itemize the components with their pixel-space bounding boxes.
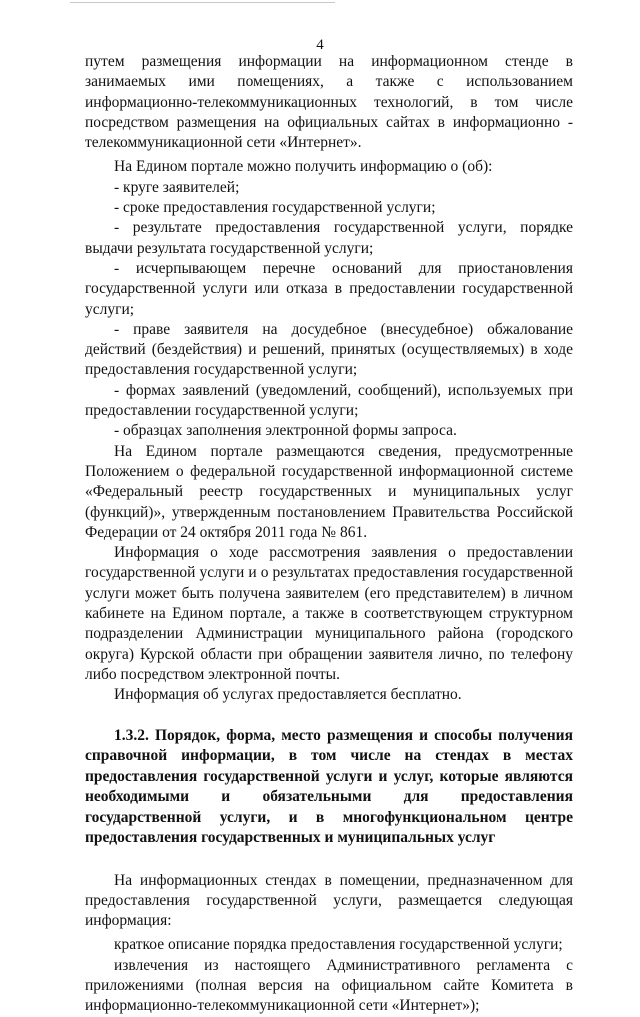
document-body bbox=[85, 52, 573, 1017]
list-item-applicants: - круге заявителей; bbox=[114, 178, 240, 196]
list-item-grounds: - исчерпывающем перечне оснований для приостановления государственной услуги или отказа в предоставлении государственной услуги; bbox=[85, 259, 573, 318]
list-item-result: - результате предоставления государственной услуги, порядке выдачи результата государственной услуги; bbox=[85, 219, 573, 257]
paragraph-info-stands: На информационных стендах в помещении, предназначенном для предоставления государственной услуги, размещается следующая информация: bbox=[85, 871, 573, 930]
paragraph-brief-description: краткое описание порядка предоставления государственной услуги; bbox=[114, 936, 563, 954]
top-scan-rule bbox=[70, 2, 335, 3]
paragraph-federal-registry: На Едином портале размещаются сведения, предусмотренные Положением о федеральной государственной информационной системе «Федеральный реестр государственных и муниципальных услуг (функций)», утвержденным постановлением Правительства Российской Федерации от 24 октября 2011 года № 861. bbox=[85, 442, 573, 541]
list-item-application-forms: - формах заявлений (уведомлений, сообщений), используемых при предоставлении государственной услуги; bbox=[85, 381, 573, 420]
paragraph-application-status: Информация о ходе рассмотрения заявления о предоставлении государственной услуги и о результатах предоставления государственной услуги может быть получена заявителем (его представителем) в личном кабинете на Едином портале, а также в соответствующем структурном подразделении Администрации муниципального района (городского округа) Курской области при обращении заявителя лично, по телефону либо посредством электронной почты. bbox=[85, 544, 573, 683]
paragraph-portal-info-intro: На Едином портале можно получить информацию о (об): bbox=[114, 158, 493, 176]
paragraph-placement-methods: путем размещения информации на информационном стенде в занимаемых ими помещениях, а также с использованием информационно-телекоммуникационных технологий, в том числе посредством размещения на официальных сайтах в информационно - телекоммуникационной сети «Интернет». bbox=[85, 53, 573, 152]
list-item-form-samples: - образцах заполнения электронной формы запроса. bbox=[114, 422, 457, 440]
list-item-appeal-rights: - праве заявителя на досудебное (внесудебное) обжалование действий (бездействия) и решений, принятых (осуществляемых) в ходе предоставления государственной услуги; bbox=[85, 320, 573, 379]
paragraph-free-of-charge: Информация об услугах предоставляется бесплатно. bbox=[114, 686, 462, 704]
list-item-deadline: - сроке предоставления государственной услуги; bbox=[114, 199, 436, 217]
page-number: 4 bbox=[316, 37, 324, 53]
paragraph-regulation-extracts: извлечения из настоящего Административного регламента с приложениями (полная версия на официальном сайте Комитета в информационно-телекоммуникационной сети «Интернет»); bbox=[85, 956, 573, 1015]
section-heading-1-3-2: 1.3.2. Порядок, форма, место размещения и способы получения справочной информации, в том числе на стендах в местах предоставления государственной услуги и услуг, которые являются необходимыми и обязательными для предоставления государственной услуги, и в многофункциональном центре предоставления государственных и муниципальных услуг bbox=[85, 726, 573, 846]
